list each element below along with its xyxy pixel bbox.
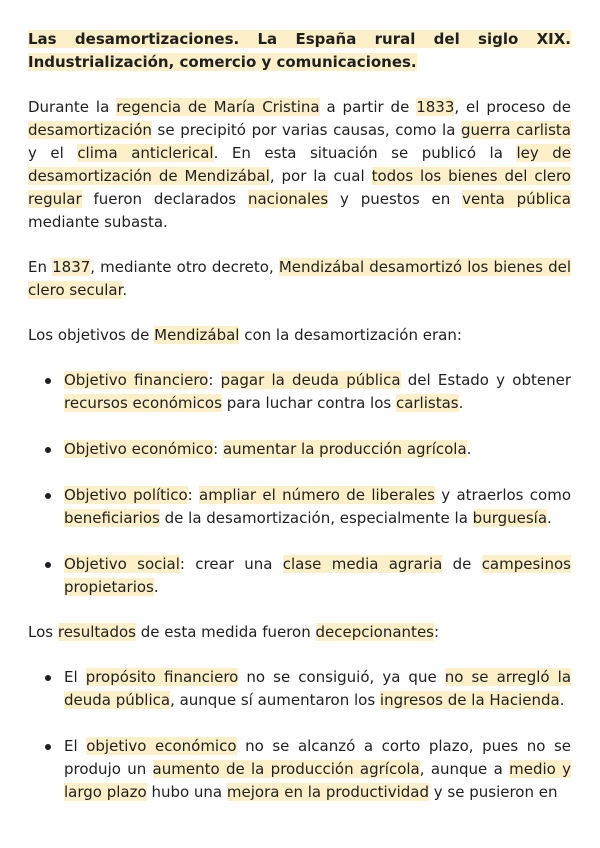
text-run: y el [28, 144, 78, 162]
text-run: , mediante otro decreto, [90, 258, 279, 276]
text-run: . [153, 578, 159, 596]
highlighted-text: recursos económicos [64, 394, 222, 412]
highlighted-text: Objetivo político [64, 486, 188, 504]
document-title [28, 28, 571, 74]
text-run: : [213, 440, 223, 458]
highlighted-text: medio y largo plazo [64, 760, 572, 801]
highlighted-text: regencia de María Cristina [116, 98, 320, 116]
text-run: y atraerlos como [434, 486, 572, 504]
highlighted-text: beneficiarios [64, 509, 160, 527]
highlighted-text: 1833 [416, 98, 455, 116]
highlighted-text: desamortización [28, 121, 152, 139]
paragraph-objetivos-intro [28, 324, 571, 347]
text-run: para luchar contra los [221, 394, 396, 412]
highlighted-text: ley de desamortización de Mendizábal [28, 144, 571, 185]
highlighted-text: burguesía [472, 509, 548, 527]
list-item-resultado-economico [28, 735, 571, 804]
text-run: Los objetivos de [28, 326, 155, 344]
highlighted-text: aumentar la producción agrícola [222, 440, 467, 458]
text-run: . [547, 509, 552, 527]
text-run: no se alcanzó a corto plazo, pues no se produjo un [64, 737, 572, 778]
highlighted-text: campesinos propietarios [64, 555, 571, 596]
text-run: : [434, 623, 440, 641]
highlighted-text: todos los bienes del clero regular [28, 167, 571, 208]
highlighted-text: Objetivo financiero [64, 371, 209, 389]
text-run: y se pusieron en [429, 783, 558, 801]
list-item-objetivo-economico [28, 438, 571, 461]
text-run: . [458, 394, 464, 412]
highlighted-text: no se arregló la deuda pública [64, 668, 572, 709]
text-run: de [442, 555, 482, 573]
highlighted-text: guerra carlista [461, 121, 571, 139]
paragraph-resultados-intro [28, 621, 571, 644]
highlighted-text: Objetivo económico [64, 440, 214, 458]
text-run: El [64, 737, 87, 755]
highlighted-text: 1837 [52, 258, 91, 276]
highlighted-text: objetivo económico [86, 737, 237, 755]
highlighted-text: venta pública [462, 190, 571, 208]
text-run: , aunque a [419, 760, 510, 778]
highlighted-text: Mendizábal desamortizó los bienes del clero secular [28, 258, 571, 299]
list-item-objetivo-financiero [28, 369, 571, 415]
highlighted-text: decepcionantes [315, 623, 434, 641]
text-run: del Estado y obtener [400, 371, 571, 389]
text-run: . [122, 281, 128, 299]
highlighted-text: ampliar el número de liberales [199, 486, 435, 504]
text-run: no se consiguió, ya que [238, 668, 445, 686]
paragraph-regencia [28, 96, 571, 234]
resultados-list [28, 666, 571, 804]
objetivos-list [28, 369, 571, 599]
text-run: a partir de [319, 98, 417, 116]
list-item-objetivo-politico [28, 484, 571, 530]
bullet-icon [45, 744, 51, 750]
bullet-icon [45, 675, 51, 681]
highlighted-text: ingresos de la Hacienda [379, 691, 560, 709]
text-run: : [208, 371, 221, 389]
highlighted-text: mejora en la productividad [226, 783, 429, 801]
paragraph-1837 [28, 256, 571, 302]
list-item-objetivo-social [28, 553, 571, 599]
text-run: Durante la [28, 98, 117, 116]
highlighted-text: carlistas [395, 394, 459, 412]
highlighted-text: nacionales [247, 190, 329, 208]
text-run: se precipitó por varias causas, como la [151, 121, 462, 139]
bullet-icon [45, 378, 51, 384]
text-run: de la desamortización, especialmente la [159, 509, 473, 527]
text-run: , el proceso de [454, 98, 571, 116]
bullet-icon [45, 447, 51, 453]
text-run: , aunque sí aumentaron los [170, 691, 380, 709]
text-run: Los [28, 623, 58, 641]
text-run: : [187, 486, 200, 504]
highlighted-text: clase media agraria [282, 555, 443, 573]
text-run: . [559, 691, 565, 709]
highlighted-text: clima anticlerical [77, 144, 214, 162]
highlighted-text: aumento de la producción agrícola [152, 760, 420, 778]
bullet-icon [45, 493, 51, 499]
text-run: . En esta situación se publicó la [213, 144, 517, 162]
text-run: fueron declarados [81, 190, 248, 208]
text-run: de esta medida fueron [136, 623, 316, 641]
text-run: con la desamortización eran: [239, 326, 462, 344]
highlighted-text: Las desamortizaciones. La España rural del siglo XIX. Industrialización, comercio y comunicaciones. [28, 30, 571, 71]
bullet-icon [45, 562, 51, 568]
text-run: hubo una [146, 783, 227, 801]
document-page [28, 28, 571, 826]
highlighted-text: Mendizábal [154, 326, 240, 344]
text-run: En [28, 258, 53, 276]
highlighted-text: pagar la deuda pública [220, 371, 401, 389]
text-run: . [466, 440, 472, 458]
highlighted-text: Objetivo social [64, 555, 180, 573]
list-item-resultado-financiero [28, 666, 571, 712]
text-run: : crear una [179, 555, 283, 573]
text-run: mediante subasta. [28, 213, 168, 231]
highlighted-text: resultados [57, 623, 137, 641]
highlighted-text: propósito financiero [85, 668, 239, 686]
text-run: , por la cual [269, 167, 372, 185]
text-run: El [64, 668, 86, 686]
text-run: y puestos en [328, 190, 463, 208]
